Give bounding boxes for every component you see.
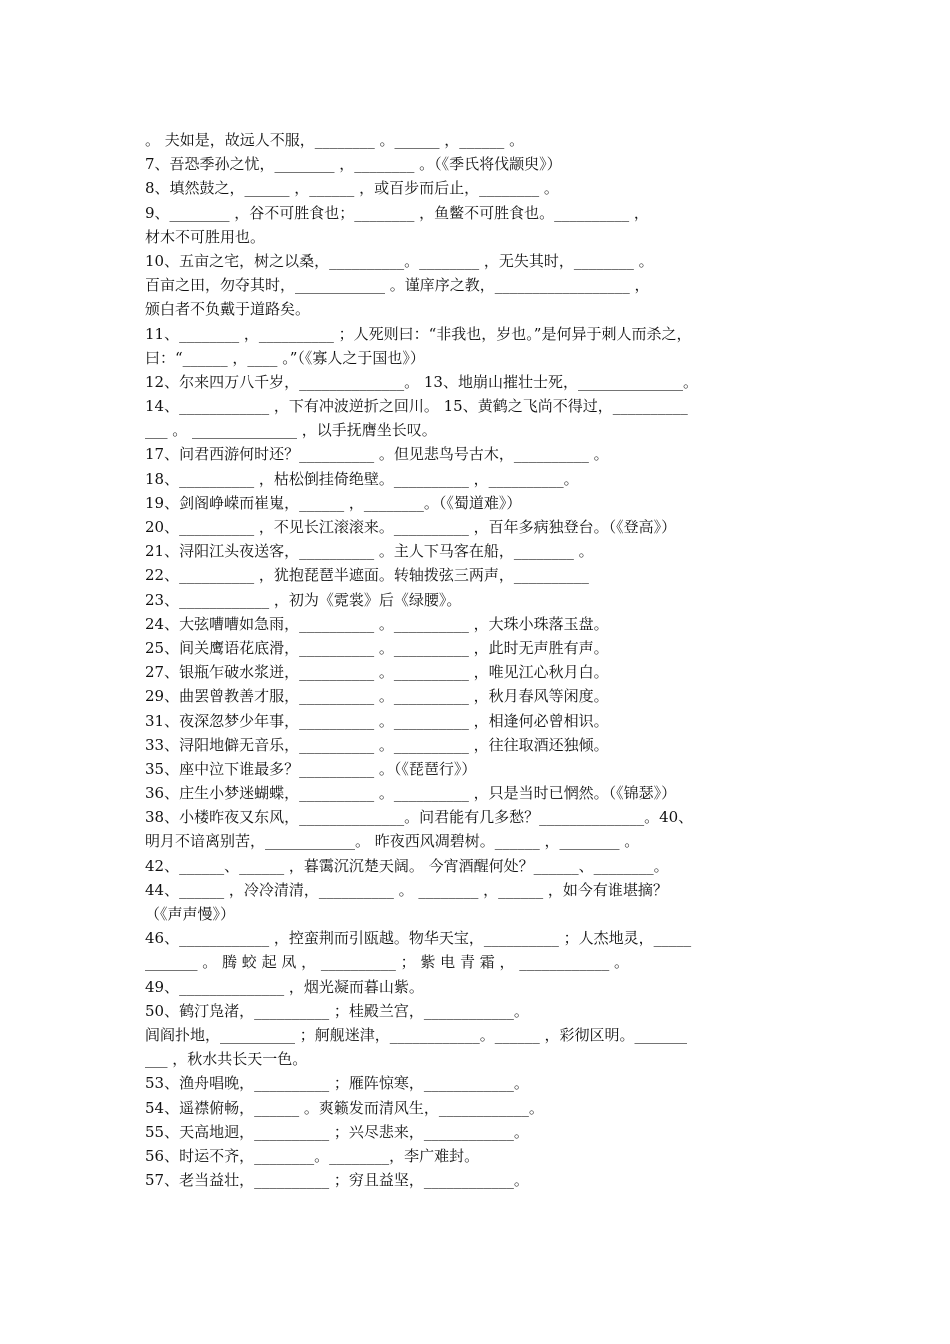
text-line: 颁白者不负戴于道路矣。 [145,300,311,319]
text-line: 曰：“______ ，____ 。”（《寡人之于国也》） [145,348,425,367]
text-line: 35、座中泣下谁最多？__________ 。（《琵琶行》） [145,759,477,778]
text-line: 17、问君西游何时还？__________ 。但见悲鸟号古木，__________ 。 [145,445,609,464]
text-line: 57、老当益壮，__________ ；穷且益坚，____________。 [145,1171,529,1190]
text-line: 14、____________ ，下有冲波逆折之回川。 15、黄鹤之飞尚不得过，__________ [145,397,688,416]
document-body [145,128,815,1192]
text-line: 11、________ ，__________ ；人死则曰：“非我也，岁也。”是何异于刺人而杀之， [145,324,692,343]
text-line: 23、____________ ，初为《霓裳》后《绿腰》。 [145,590,462,609]
text-line: 44、______ ，冷冷清清，__________ 。 ________ ，______ ，如今有谁堪摘？ [145,880,668,899]
text-line: _______ 。 腾 蛟 起 凤 ， __________ ； 紫 电 青 霜 ， ____________ 。 [145,953,630,972]
text-line: 33、浔阳地僻无音乐，__________ 。__________ ，往往取酒还独倾。 [145,735,609,754]
text-line: 24、大弦嘈嘈如急雨，__________ 。__________ ，大珠小珠落玉盘。 [145,614,609,633]
text-line: ___ 。 ______________ ，以手抚膺坐长叹。 [145,421,437,440]
text-line: 31、夜深忽梦少年事，__________ 。__________ ，相逢何必曾相识。 [145,711,609,730]
text-line: 56、时运不齐，________。________，李广难封。 [145,1146,480,1165]
text-line: 21、浔阳江头夜送客，__________ 。主人下马客在船，________ 。 [145,542,594,561]
text-line: 12、尔来四万八千岁，______________。 13、地崩山摧壮士死，______________。 [145,372,698,391]
text-line: 36、庄生小梦迷蝴蝶，__________ 。__________ ，只是当时已惘然。（《锦瑟》） [145,784,677,803]
text-line: 53、渔舟唱晚，__________ ；雁阵惊寒，____________。 [145,1074,529,1093]
text-line: 55、天高地迥，__________ ；兴尽悲来，____________。 [145,1122,529,1141]
text-line: 。 夫如是，故远人不服，________ 。______ ，______ 。 [145,131,525,149]
text-line: 54、遥襟俯畅，______ 。爽籁发而清风生，____________。 [145,1098,544,1117]
text-line: 8、填然鼓之，______ ，______ ，或百步而后止，________ 。 [145,179,559,198]
text-line: 9、________ ，谷不可胜食也；________ ，鱼鳖不可胜食也。__________ ， [145,203,649,222]
text-line: 38、小楼昨夜又东风，______________。问君能有几多愁？______________。40、 [145,808,694,827]
text-line: 闾阎扑地，__________ ；舸舰迷津，____________。______ ，彩彻区明。_______ [145,1025,688,1044]
text-line: 材木不可胜用也。 [145,227,266,246]
text-line: 明月不谙离别苦，____________。 昨夜西风凋碧树。______ ，________ 。 [145,832,640,851]
text-line: 22、__________ ，犹抱琵琶半遮面。转轴拨弦三两声，__________ [145,566,589,585]
text-line: 20、__________ ，不见长江滚滚来。__________ ，百年多病独登台。（《登高》） [145,518,677,536]
text-line: 18、__________ ，枯松倒挂倚绝壁。__________ ，__________。 [145,469,579,488]
text-line: 49、______________ ，烟光凝而暮山紫。 [145,977,424,996]
text-line: 29、曲罢曾教善才服，__________ 。__________ ，秋月春风等闲度。 [145,687,609,706]
text-line: 19、剑阁峥嵘而崔嵬，______ ，________。（《蜀道难》） [145,493,522,512]
text-line: 7、吾恐季孙之忧，________ ，________ 。（《季氏将伐颛臾》） [145,155,562,174]
text-line: 50、鹤汀凫渚，__________ ；桂殿兰宫，____________。 [145,1001,529,1020]
text-line: 百亩之田，勿夺其时，____________ 。谨庠序之教，__________________ ， [145,276,650,295]
text-line: 46、____________ ，控蛮荆而引瓯越。物华天宝，__________ ；人杰地灵，_____ [145,929,692,948]
text-line: 10、五亩之宅，树之以桑，__________。________ ，无失其时，________ 。 [145,251,654,270]
text-line: ___ ，秋水共长天一色。 [145,1050,308,1069]
text-line: （《声声慢》） [145,905,236,923]
text-line: 25、间关鹰语花底滑，__________ 。__________ ，此时无声胜有声。 [145,638,609,657]
text-line: 42、______、______ ，暮霭沉沉楚天阔。 今宵酒醒何处？______、________。 [145,856,669,875]
text-line: 27、银瓶乍破水浆迸，__________ 。__________ ，唯见江心秋月白。 [145,663,609,682]
